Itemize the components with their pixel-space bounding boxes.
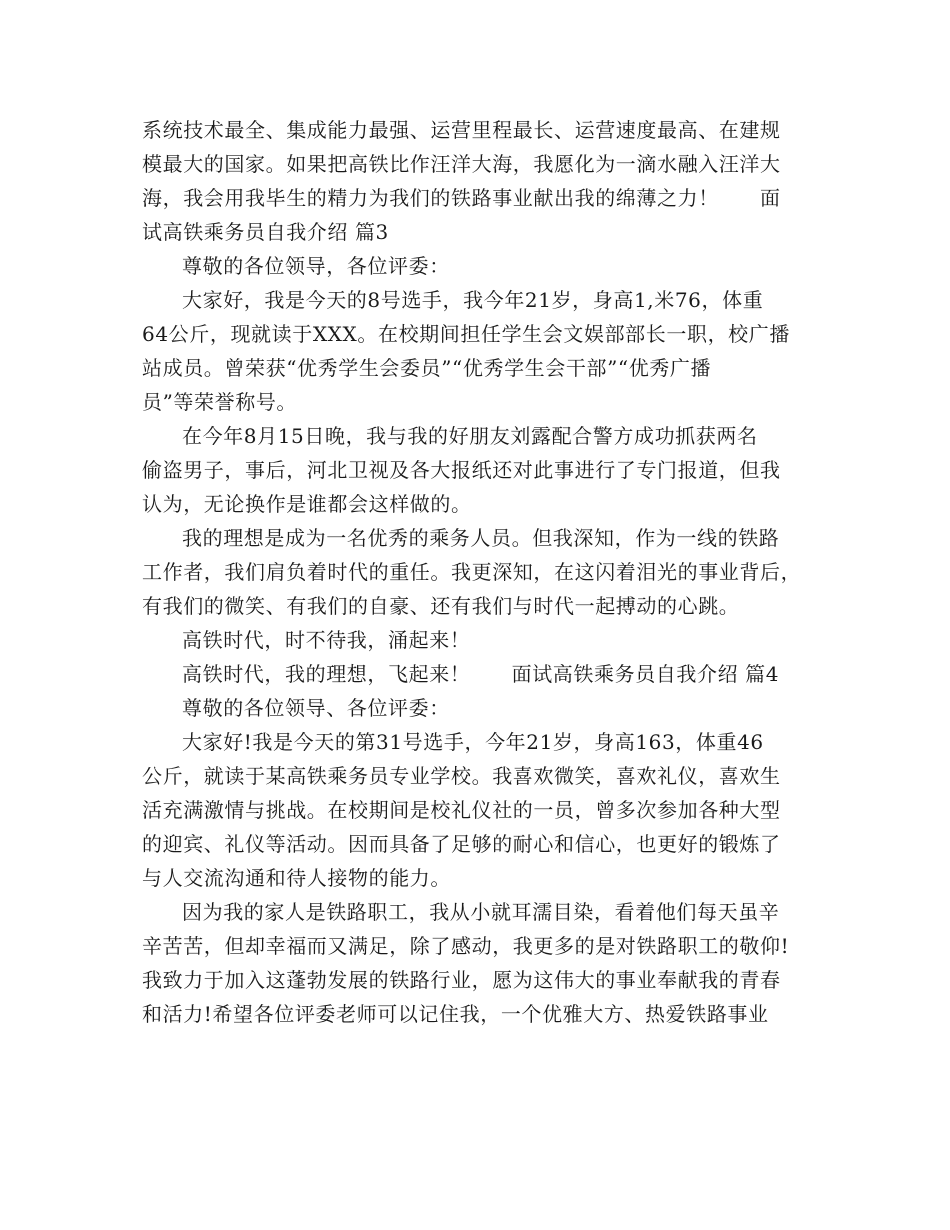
text-line-21: 活充满激情与挑战。在校期间是校礼仪社的一员，曾多次参加各种大型 [142,798,781,822]
text-line-12: 认为，无论换作是谁都会这样做的。 [142,492,472,516]
text-line-1: 系统技术最全、集成能力最强、运营里程最长、运营速度最高、在建规 [142,118,781,142]
section-heading-4: 高铁时代，我的理想，飞起来！ 面试高铁乘务员自我介绍 篇4 [182,662,780,686]
text-line-6: 大家好，我是今天的8号选手，我今年21岁，身高1,米76，体重 [182,288,764,312]
salutation-4: 尊敬的各位领导、各位评委： [182,696,450,720]
text-line-19: 大家好!我是今天的第31号选手，今年21岁，身高163，体重46 [182,730,764,754]
text-line-24: 因为我的家人是铁路职工，我从小就耳濡目染，看着他们每天虽辛 [182,900,780,924]
text-line-23: 与人交流沟通和待人接物的能力。 [142,866,451,890]
text-line-25: 辛苦苦，但却幸福而又满足，除了感动，我更多的是对铁路职工的敬仰! [142,934,790,958]
text-line-7: 64公斤，现就读于XXX。在校期间担任学生会文娱部部长一职，校广播 [142,322,790,346]
text-line-15: 有我们的微笑、有我们的自豪、还有我们与时代一起搏动的心跳。 [142,594,740,618]
text-line-16: 高铁时代，时不待我，涌起来！ [182,628,471,652]
text-line-27: 和活力!希望各位评委老师可以记住我，一个优雅大方、热爱铁路事业 [142,1002,769,1026]
text-line-20: 公斤，就读于某高铁乘务员专业学校。我喜欢微笑，喜欢礼仪，喜欢生 [142,764,781,788]
text-line-11: 偷盗男子，事后，河北卫视及各大报纸还对此事进行了专门报道，但我 [142,458,781,482]
section-heading-3: 试高铁乘务员自我介绍 篇3 [142,220,389,244]
text-line-9: 员”等荣誉称号。 [142,390,298,414]
salutation-3: 尊敬的各位领导，各位评委： [182,254,450,278]
text-line-2: 模最大的国家。如果把高铁比作汪洋大海，我愿化为一滴水融入汪洋大 [142,152,781,176]
text-line-14: 工作者，我们肩负着时代的重任。我更深知，在这闪着泪光的事业背后， [142,560,802,584]
text-line-10: 在今年8月15日晚，我与我的好朋友刘露配合警方成功抓获两名 [182,424,758,448]
text-line-3: 海，我会用我毕生的精力为我们的铁路事业献出我的绵薄之力！ 面 [142,186,781,210]
text-line-8: 站成员。曾荣获“优秀学生会委员”“优秀学生会干部”“优秀广播 [142,356,712,380]
text-line-26: 我致力于加入这蓬勃发展的铁路行业，愿为这伟大的事业奉献我的青春 [142,968,781,992]
text-line-22: 的迎宾、礼仪等活动。因而具备了足够的耐心和信心，也更好的锻炼了 [142,832,781,856]
text-line-13: 我的理想是成为一名优秀的乘务人员。但我深知，作为一线的铁路 [182,526,780,550]
